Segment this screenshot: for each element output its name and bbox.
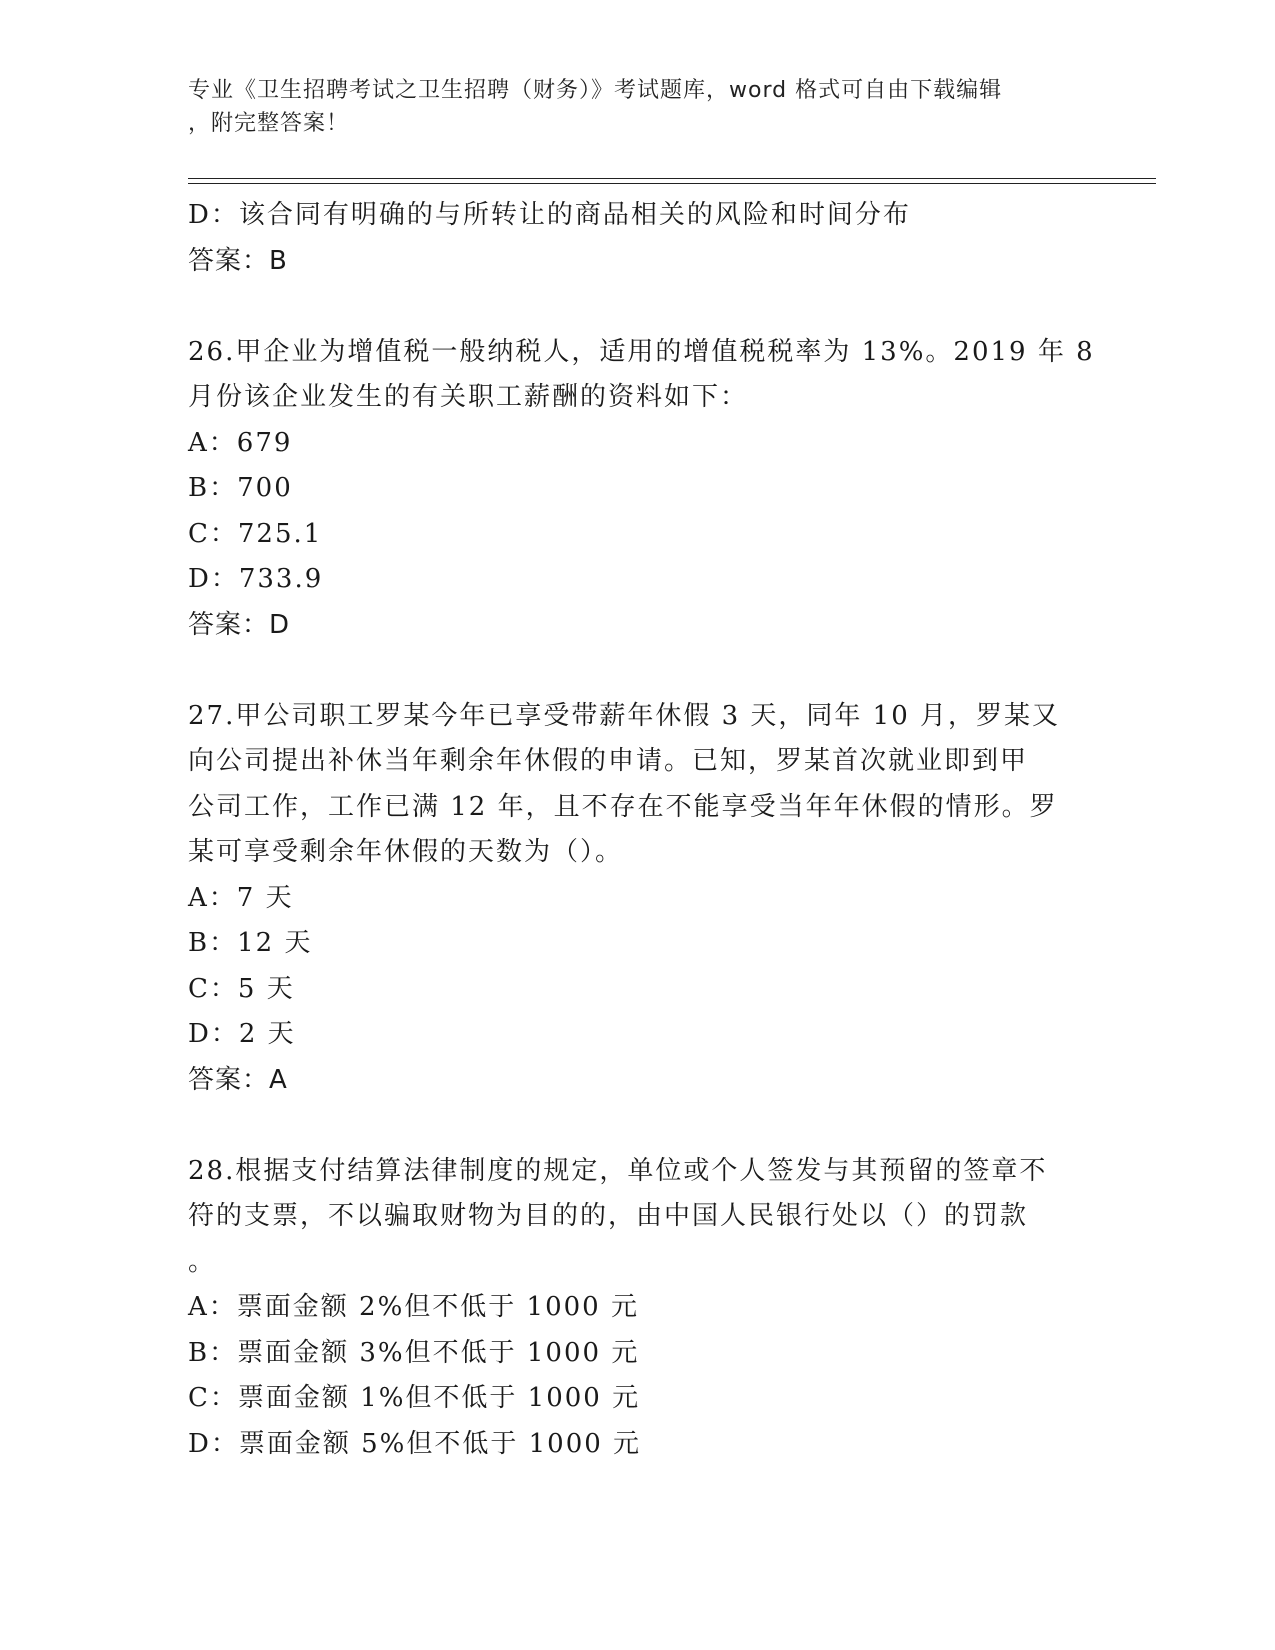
option-c: C：票面金额 1%但不低于 1000 元 — [188, 1383, 641, 1413]
option-d: D：票面金额 5%但不低于 1000 元 — [188, 1428, 642, 1459]
spacer — [188, 1103, 1088, 1149]
document-body — [188, 193, 1095, 1467]
option-d: D：733.9 — [188, 564, 324, 594]
header-divider-bottom — [188, 183, 1156, 184]
question-text-line: 某可享受剩余年休假的天数为（）。 — [188, 837, 624, 867]
option-c: C：725.1 — [188, 518, 323, 549]
question-26 — [188, 330, 1095, 649]
option-d: D：该合同有明确的与所转让的商品相关的风险和时间分布 — [188, 200, 911, 230]
question-text-line: 26.甲企业为增值税一般纳税人，适用的增值税税率为 13%。2019 年 8 — [188, 336, 1095, 367]
option-c: C：5 天 — [188, 973, 295, 1004]
option-a: A：7 天 — [188, 882, 294, 913]
question-text-line: 。 — [188, 1246, 217, 1277]
option-a: A：票面金额 2%但不低于 1000 元 — [188, 1292, 639, 1322]
option-d: D：2 天 — [188, 1019, 296, 1049]
answer: 答案：B — [188, 245, 288, 276]
question-text-line: 符的支票，不以骗取财物为目的的，由中国人民银行处以（）的罚款 — [188, 1201, 1029, 1231]
question-text-line: 月份该企业发生的有关职工薪酬的资料如下： — [188, 382, 749, 412]
question-text-line: 公司工作，工作已满 12 年，且不存在不能享受当年年休假的情形。罗 — [188, 791, 1058, 822]
option-b: B：12 天 — [188, 928, 313, 958]
option-b: B：票面金额 3%但不低于 1000 元 — [188, 1337, 640, 1368]
question-text-line: 向公司提出补休当年剩余年休假的申请。已知，罗某首次就业即到甲 — [188, 746, 1029, 776]
header-line-2: ，附完整答案！ — [188, 111, 350, 136]
answer: 答案：A — [188, 1064, 288, 1095]
question-28 — [188, 1149, 1088, 1468]
spacer — [188, 284, 1088, 330]
question-text-line: 27.甲公司职工罗某今年已享受带薪年休假 3 天，同年 10 月，罗某又 — [188, 700, 1061, 731]
spacer — [188, 648, 1088, 694]
question-text-line: 28.根据支付结算法律制度的规定，单位或个人签发与其预留的签章不 — [188, 1155, 1048, 1186]
answer: 答案：D — [188, 609, 291, 640]
option-b: B：700 — [188, 473, 293, 503]
question-25-tail — [188, 193, 1088, 284]
option-a: A：679 — [188, 427, 293, 458]
header-divider-top — [188, 178, 1156, 179]
header-line-1: 专业《卫生招聘考试之卫生招聘（财务）》考试题库，word 格式可自由下载编辑 — [188, 78, 1003, 103]
question-27 — [188, 694, 1088, 1104]
document-header — [188, 74, 1068, 140]
